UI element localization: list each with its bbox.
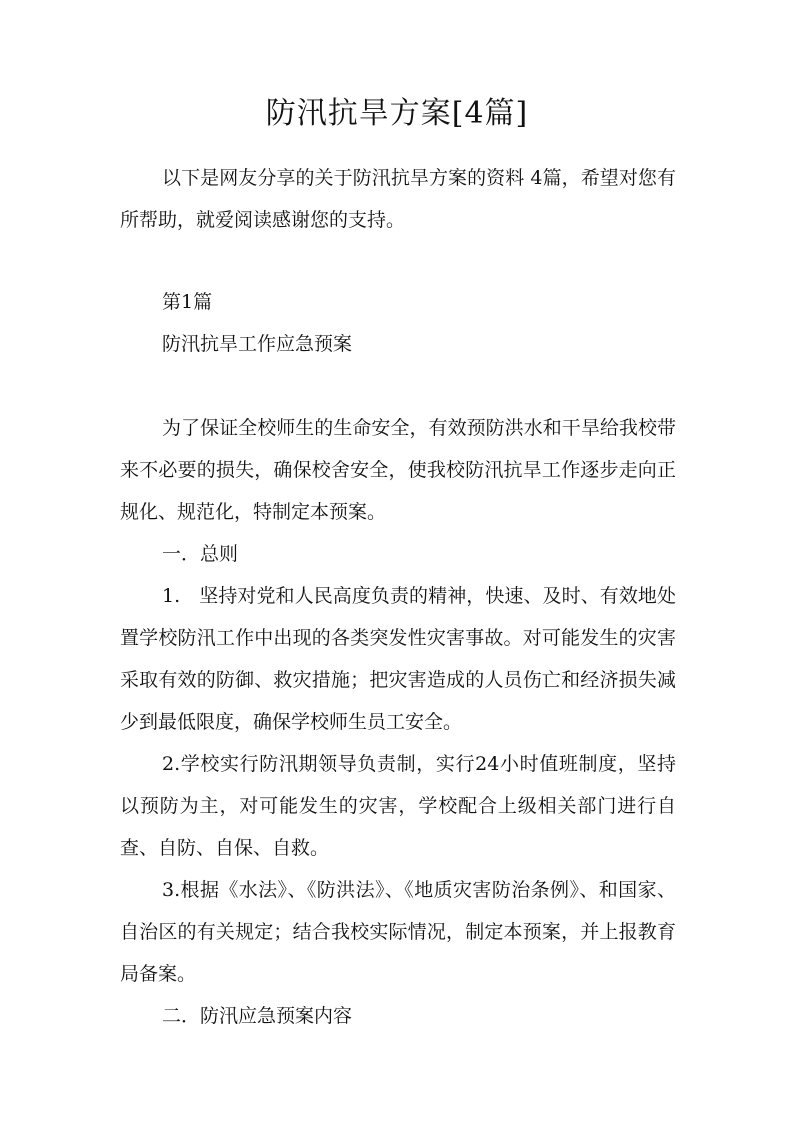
body-paragraph-item-3: 3.根据《水法》、《防洪法》、《地质灾害防治条例》、和国家、自治区的有关规定；结合我校实际情况，制定本预案，并上报教育局备案。 <box>120 879 676 985</box>
intro-paragraph: 以下是网友分享的关于防汛抗旱方案的资料 4篇，希望对您有所帮助，就爱阅读感谢您的支持。 <box>120 167 676 231</box>
section-label: 第1篇 <box>162 291 213 313</box>
body-paragraph-purpose: 为了保证全校师生的生命安全，有效预防洪水和干旱给我校带来不必要的损失，确保校舍安全，使我校防汛抗旱工作逐步走向正规化、规范化，特制定本预案。 <box>120 417 676 523</box>
section-title: 防汛抗旱工作应急预案 <box>162 333 353 355</box>
body-paragraph-item-2: 2.学校实行防汛期领导负责制，实行24小时值班制度，坚持以预防为主，对可能发生的灾害，学校配合上级相关部门进行自查、自防、自保、自救。 <box>120 753 676 859</box>
heading-general-principles: 一．总则 <box>162 543 239 565</box>
body-paragraph-item-1: 1. 坚持对党和人民高度负责的精神，快速、及时、有效地处置学校防汛工作中出现的各类突发性灾害事故。对可能发生的灾害采取有效的防御、救灾措施；把灾害造成的人员伤亡和经济损失减少到最低限度，确保学校师生员工安全。 <box>120 585 676 733</box>
document-title: 防汛抗旱方案[4篇] <box>265 96 529 131</box>
heading-plan-content: 二．防汛应急预案内容 <box>162 1005 353 1027</box>
